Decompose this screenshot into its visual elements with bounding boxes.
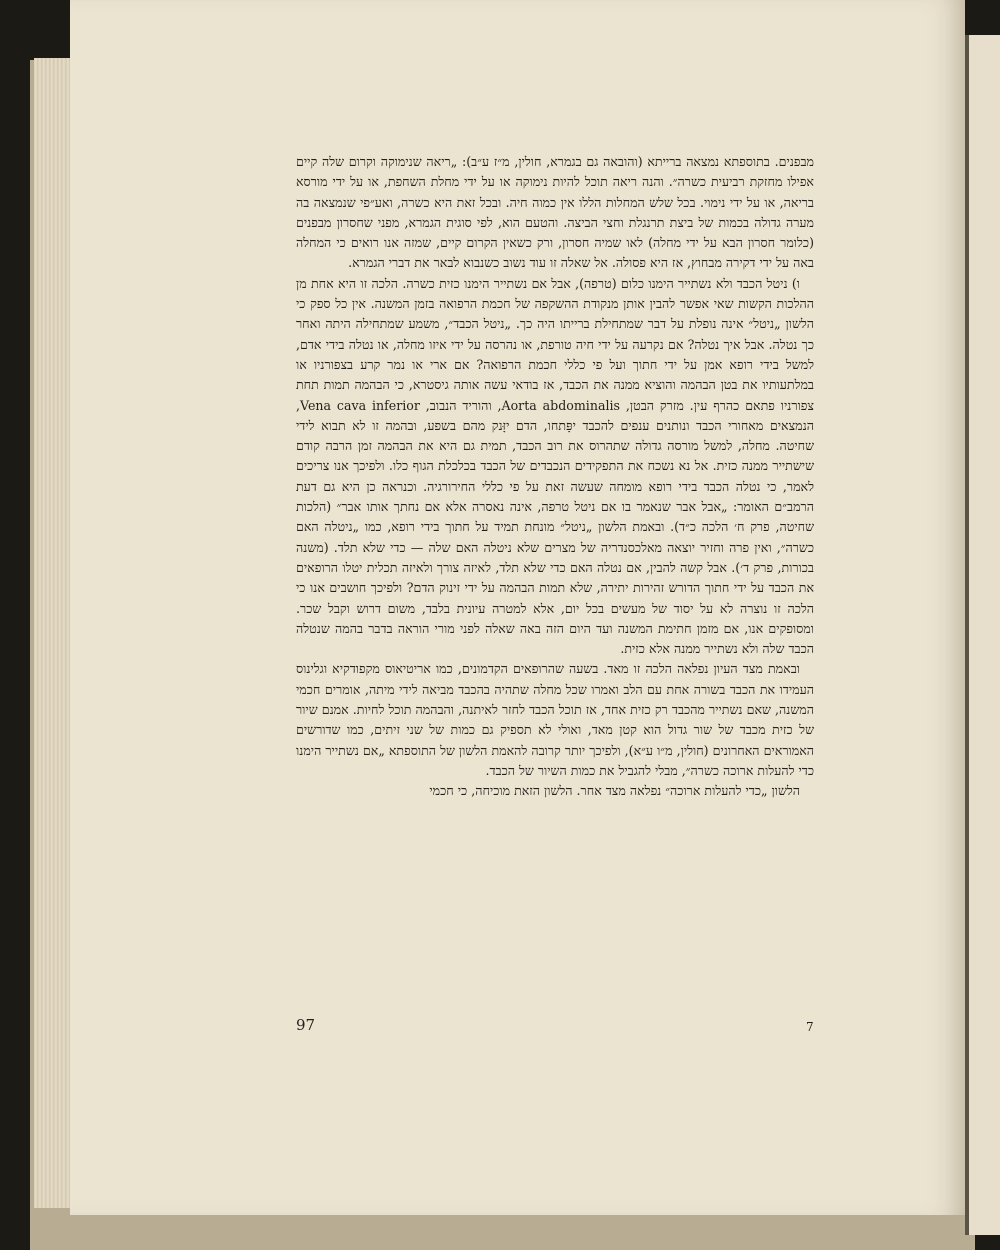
paragraph: מבפנים. בתוספתא נמצאה ברייתא (והובאה גם בגמרא, חולין, מ״ז ע״ב): „ריאה שנימוקה וקרום שלה קיים אפילו מחזקת רביעית כשרה״. והנה ריאה תוכל להיות נימוקה או על ידי מחלת השחפת, או על ידי מורסא בריאה, או על ידי נימוי. בכל שלש המחלות הללו אין כמוה חיה. ובכל זאת היא כשרה, ואע״פי שנמצאה בה מערה גדולה בכמות של ביצת תרנגלת וחצי הביצה. והטעם הוא, לפי סוגית הגמרא, מפני שחסרון מבפנים (כלומר חסרון הבא על ידי מחלה) לאו שמיה חסרון, ורק כשאין הקרום קיים, שמזה אנו רואים כי המחלה באה על ידי דקירה מבחוץ, אז היא פסולה. אל שאלה זו עוד נשוב כשנבוא לבאר את דברי הגמרא. xyxy=(296,154,814,271)
paragraph: ובאמת מצד העיון נפלאה הלכה זו מאד. בשעה שהרופאים הקדמונים, כמו אריטיאוס מקפודקיא וגלינוס העמידו את הכבד בשורה אחת עם הלב ואמרו שכל מחלה שתהיה בהכבד מביאה לידי מיתה, אומרים חכמי המשנה, שאם נשתייר מהכבד רק כזית אחד, אז תוכל הכבד לחזר לאיתנה, והבהמה תוכל לחיות. אמנם שיור של כזית מכבד של שור גדול הוא קטן מאד, ואולי לא תספיק גם כמות של שני זיתים, כמו שדורשים האמוראים האחרונים (חולין, מ״ו ע״א), ולפיכך יותר קרובה להאמת הלשון של התוספתא „אם נשתייר הימנו כדי להעלות ארוכה כשרה״, מבלי להגביל את כמות השיור של הכבד. xyxy=(296,661,814,778)
facing-page-edge xyxy=(965,35,1000,1235)
paragraph: הלשון „כדי להעלות ארוכה״ נפלאה מצד אחר. הלשון הזאת מוכיחה, כי חכמי xyxy=(429,783,800,799)
page-number: 97 xyxy=(296,1016,316,1034)
page-edges xyxy=(34,58,74,1208)
signature-mark: 7 xyxy=(806,1020,814,1034)
body-text xyxy=(296,152,814,1012)
paragraph: ו) ניטל הכבד ולא נשתייר הימנו כלום (טרפה), אבל אם נשתייר הימנו כזית כשרה. הלכה זו היא אחת מן ההלכות הקשות שאי אפשר להבין אותן מנקודת ההשקפה של חכמת הרפואה בזמן המשנה. אין כל ספק כי הלשון „ניטל״ אינה נופלת על דבר שמתחילת ברייתו היה כך. „ניטל הכבד״, משמע שמתחילה היתה ואחר כך נטלה. אבל איך נטלה? אם נקרעה על ידי חיה טורפת, או נהרסה על ידי איזו מחלה, או נטלה בידי אדם, למשל בידי רופא אמן על ידי חתוך ועל פי כללי חכמת הרפואה? אם ארי או נמר קרע בצפורניו או במלתעותיו את בטן הבהמה והוציא ממנה את הכבד, אז בודאי עשה אותה גיסטרא, כי הבהמה תמות תחת צפורניו פתאם כהרף עין. מזרק הבטן, Aorta abdominalis, והוריד הנבוב, Vena cava inferior, הנמצאים מאחורי הכבד ונותנים ענפים להכבד יפָּתחו, הדם יזָּנק מהם בשפע, ובהמה זו לא תבוא לידי שחיטה. מחלה, למשל מורסה גדולה שתהרוס את רוב הכבד, תמית גם היא את הבהמה זמן הרבה קודם שישתייר ממנה כזית. אל נא נשכח את התפקידים הנכבדים של הכבד בכלכלת הגוף כלו. ולפיכך אנו צריכים לאמר, כי נטלה הכבד בידי רופא מומחה שעשה זאת על פי כללי החירורגיה. וכנראה כן היא גם דעת הרמב״ם האומר: „אבל אבר שנאמר בו אם ניטל טרפה, אינה נאסרה אלא אם נחתך אותו אבר״ (הלכות שחיטה, פרק ח׳ הלכה כ״ד). ובאמת הלשון „ניטל״ מונחת תמיד על חתוך בידי רופא, כמו „ניטלה האם כשרה״, ואין פרה וחזיר יוצאה מאלכסנדריה של מצרים שלא ניטלה האם שלה — כדי שלא תלד. (משנה בכורות, פרק ד׳). אבל קשה להבין, אם נטלה האם כדי שלא תלד, לאיזה צורך ולאיזה תכלית יטלו הרופאים את הכבד על ידי חתוך הדורש זהירות יתירה, שלא תמות הבהמה על ידי זינוק הדם? ולפיכך חושבים אנו כי הלכה זו נוצרה לא על יסוד של מעשים בכל יום, אלא למטרה עיונית בלבד, משום דרוש וקבל שכר. ומסופקים אנו, אם מזמן חתימת המשנה ועד היום הזה באה שאלה לפני מורי הוראה בדבר בהמה שנטלה הכבד שלה ולא נשתייר ממנה אלא כזית. xyxy=(296,275,814,657)
